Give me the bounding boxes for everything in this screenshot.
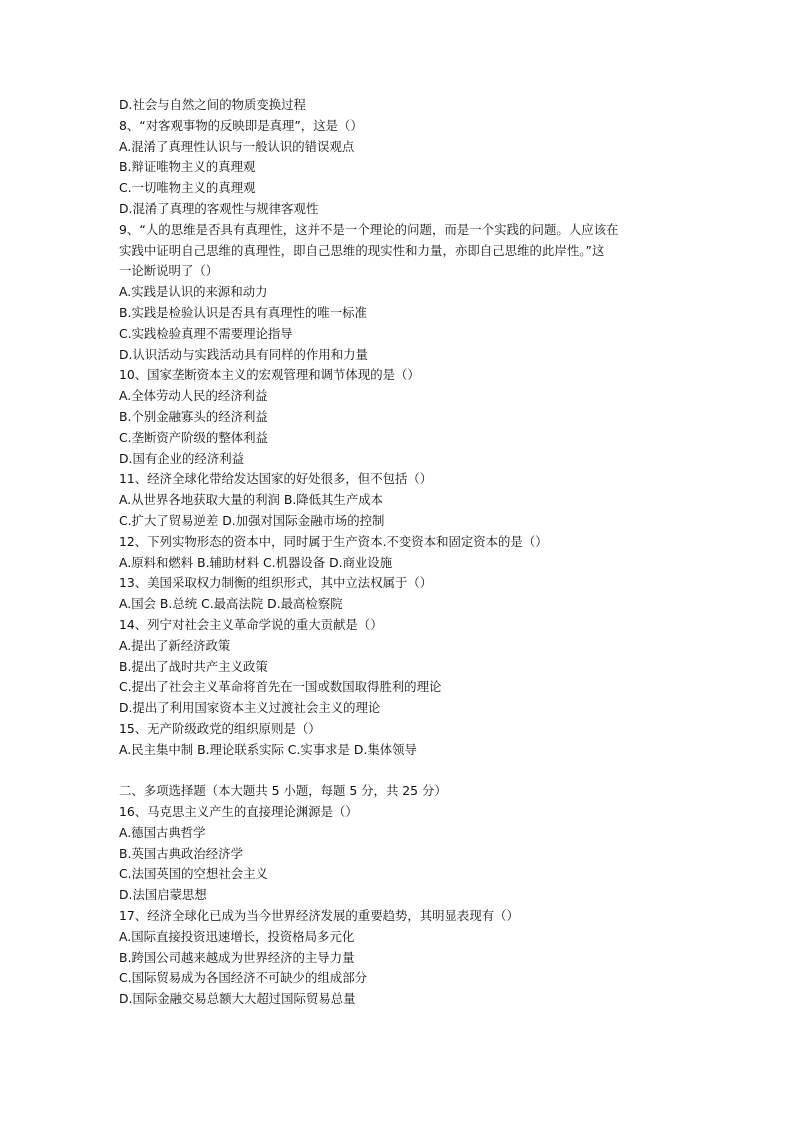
option-line: D.提出了利用国家资本主义过渡社会主义的理论 xyxy=(119,700,381,716)
option-line: D.国际金融交易总额大大超过国际贸易总量 xyxy=(119,991,356,1007)
option-line: B.跨国公司越来越成为世界经济的主导力量 xyxy=(119,949,355,965)
option-line: A.提出了新经济政策 xyxy=(119,637,231,653)
question-9-line-3: 一论断说明了（） xyxy=(119,263,219,279)
option-line: D.国有企业的经济利益 xyxy=(119,450,244,466)
question-13: 13、美国采取权力制衡的组织形式，其中立法权属于（） xyxy=(119,575,433,591)
question-16: 16、马克思主义产生的直接理论渊源是（） xyxy=(119,804,358,820)
option-line: C.垄断资产阶级的整体利益 xyxy=(119,429,268,445)
option-line: D.法国启蒙思想 xyxy=(119,887,207,903)
question-block-multiple-choice xyxy=(119,781,679,1010)
question-10: 10、国家垄断资本主义的宏观管理和调节体现的是（） xyxy=(119,367,420,383)
option-line: A.实践是认识的来源和动力 xyxy=(119,284,268,300)
option-line: B.辩证唯物主义的真理观 xyxy=(119,159,256,175)
question-12: 12、下列实物形态的资本中，同时属于生产资本.不变资本和固定资本的是（） xyxy=(119,533,548,549)
option-line: C.法国英国的空想社会主义 xyxy=(119,866,268,882)
question-17: 17、经济全球化已成为当今世界经济发展的重要趋势，其明显表现有（） xyxy=(119,908,519,924)
question-11: 11、经济全球化带给发达国家的好处很多，但不包括（） xyxy=(119,471,433,487)
option-line: A.德国古典哲学 xyxy=(119,824,206,840)
option-line: B.实践是检验认识是否具有真理性的唯一标准 xyxy=(119,304,367,320)
question-9-line-2: 实践中证明自己思维的真理性，即自己思维的现实性和力量，亦即自己思维的此岸性。”这 xyxy=(119,242,605,258)
option-line: C.扩大了贸易逆差 D.加强对国际金融市场的控制 xyxy=(119,512,385,528)
option-line: A.民主集中制 B.理论联系实际 C.实事求是 D.集体领导 xyxy=(119,741,417,757)
option-line: A.国际直接投资迅速增长，投资格局多元化 xyxy=(119,928,355,944)
option-line: A.混淆了真理性认识与一般认识的错误观点 xyxy=(119,138,355,154)
document-page xyxy=(119,95,679,1010)
question-15: 15、无产阶级政党的组织原则是（） xyxy=(119,720,321,736)
section-spacer xyxy=(119,761,679,782)
option-line: C.提出了社会主义革命将首先在一国或数国取得胜利的理论 xyxy=(119,679,442,695)
option-line: B.个别金融寡头的经济利益 xyxy=(119,408,268,424)
option-line: C.实践检验真理不需要理论指导 xyxy=(119,325,293,341)
question-14: 14、列宁对社会主义革命学说的重大贡献是（） xyxy=(119,616,383,632)
question-block-single-choice xyxy=(119,95,679,761)
option-line: C.一切唯物主义的真理观 xyxy=(119,180,256,196)
text-line: D.社会与自然之间的物质变换过程 xyxy=(119,97,306,112)
option-line: C.国际贸易成为各国经济不可缺少的组成部分 xyxy=(119,970,368,986)
option-line: B.提出了战时共产主义政策 xyxy=(119,658,268,674)
section-heading: 二、多项选择题（本大题共 5 小题，每题 5 分，共 25 分） xyxy=(119,783,447,799)
option-line: D.混淆了真理的客观性与规律客观性 xyxy=(119,200,319,216)
option-line: A.国会 B.总统 C.最高法院 D.最高检察院 xyxy=(119,596,343,612)
option-line: B.英国古典政治经济学 xyxy=(119,845,243,861)
option-line: D.认识活动与实践活动具有同样的作用和力量 xyxy=(119,346,368,362)
question-8: 8、“对客观事物的反映即是真理”，这是（） xyxy=(119,117,363,133)
option-line: A.从世界各地获取大量的利润 B.降低其生产成本 xyxy=(119,492,383,508)
option-line: A.全体劳动人民的经济利益 xyxy=(119,388,268,404)
question-9-line-1: 9、“人的思维是否具有真理性，这并不是一个理论的问题，而是一个实践的问题。人应该在 xyxy=(119,221,619,237)
option-line: A.原料和燃料 B.辅助材料 C.机器设备 D.商业设施 xyxy=(119,554,393,570)
